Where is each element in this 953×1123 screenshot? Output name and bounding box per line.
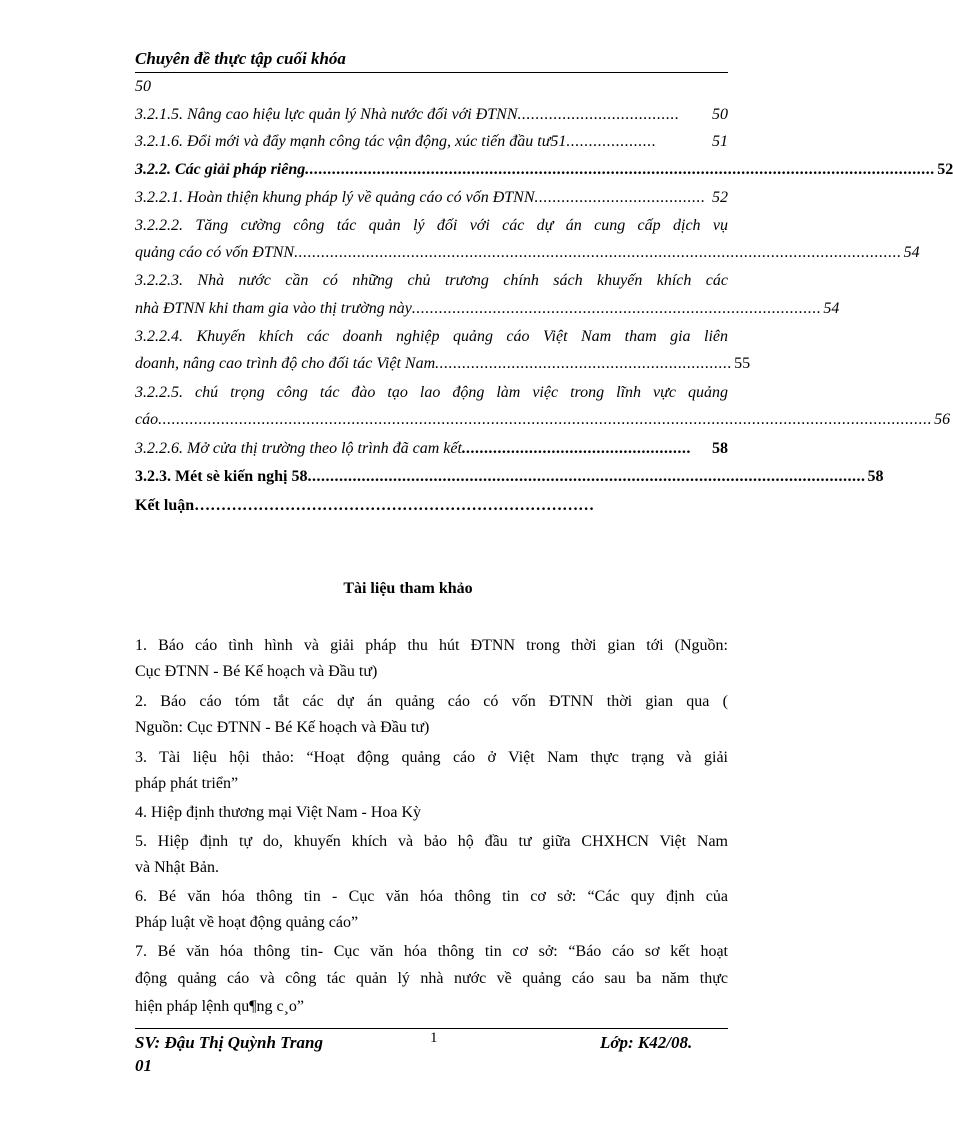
toc-item bbox=[135, 241, 920, 265]
toc-item bbox=[135, 352, 751, 376]
toc-item-page: 58 bbox=[712, 440, 728, 457]
toc-item-page: 56 bbox=[934, 411, 951, 428]
toc-leader-dots: ....................................................................................................................................... bbox=[294, 244, 902, 261]
toc-leader-dots: ............................................................................................................................ bbox=[307, 468, 866, 485]
toc-item bbox=[135, 158, 953, 182]
toc-item-title: nhà ĐTNN khi tham gia vào thị trường này bbox=[135, 300, 412, 317]
reference-line: Pháp luật về hoạt động quảng cáo” bbox=[135, 914, 359, 931]
footer-class-suffix: 01 bbox=[135, 1056, 152, 1075]
toc-item bbox=[135, 465, 884, 489]
toc-leader-dots: ........................................................................................... bbox=[411, 300, 822, 317]
reference-line: 1. Báo cáo tình hình và giải pháp thu hút ĐTNN trong thời gian tới (Nguồn: bbox=[135, 637, 728, 654]
footer-class: Lớp: K42/08. bbox=[600, 1033, 693, 1052]
reference-line: động quảng cáo và công tác quản lý nhà nước về quảng cáo sau ba năm thực bbox=[135, 970, 728, 987]
toc-leader-dots: ...................................... bbox=[534, 189, 706, 206]
toc-leader-dots: .................................... bbox=[517, 106, 680, 123]
toc-leader-dots: ............................................................................................................................................................................ bbox=[158, 411, 933, 428]
toc-leader-dots: ………………………………………………………………… bbox=[194, 497, 595, 514]
toc-item-title: quảng cáo có vốn ĐTNN bbox=[135, 244, 295, 261]
reference-line: 3. Tài liệu hội thảo: “Hoạt động quảng cáo ở Việt Nam thực trạng và giải bbox=[135, 749, 728, 766]
toc-leader-dots: ................................................... bbox=[461, 440, 692, 457]
toc-item bbox=[135, 186, 728, 210]
toc-item bbox=[135, 494, 713, 518]
header-divider bbox=[135, 72, 728, 73]
toc-item-page: 52 bbox=[937, 161, 953, 178]
toc-leader-dots: ............................................................................................................................................ bbox=[305, 161, 936, 178]
toc-page-number: 50 bbox=[135, 78, 151, 95]
toc-leader-dots: .................................................................. bbox=[435, 355, 733, 372]
toc-item-page: 52 bbox=[712, 189, 728, 206]
toc-item-page: 58 bbox=[867, 468, 884, 485]
toc-item bbox=[135, 437, 728, 461]
toc-item-page: 54 bbox=[823, 300, 840, 317]
toc-item-title: cáo bbox=[135, 411, 159, 428]
page-header-title: Chuyên đề thực tập cuối khóa bbox=[135, 49, 346, 68]
toc-item-title: 3.2.2. Các giải pháp riêng bbox=[135, 161, 306, 178]
toc-item-title: Kết luận bbox=[135, 497, 195, 514]
reference-line: 7. Bé văn hóa thông tin- Cục văn hóa thông tin cơ sở: “Báo cáo sơ kết hoạt bbox=[135, 943, 728, 960]
toc-item-title-line: 3.2.2.5. chú trọng công tác đào tạo lao động làm việc trong lĩnh vực quảng bbox=[135, 384, 728, 401]
references-heading: Tài liệu tham khảo bbox=[343, 580, 473, 597]
toc-item-title-line: 3.2.2.3. Nhà nước cần có những chủ trương chính sách khuyến khích các bbox=[135, 272, 728, 289]
toc-item bbox=[135, 297, 840, 321]
toc-item-page: 54 bbox=[903, 244, 920, 261]
toc-item-title: 3.2.3. Mét sè kiến nghị 58 bbox=[135, 468, 308, 485]
toc-item bbox=[135, 408, 951, 432]
toc-item bbox=[135, 130, 728, 154]
footer-page-number: 1 bbox=[430, 1030, 438, 1046]
reference-line: 2. Báo cáo tóm tắt các dự án quảng cáo có vốn ĐTNN thời gian qua ( bbox=[135, 693, 728, 710]
toc-item-title-line: 3.2.2.4. Khuyến khích các doanh nghiệp quảng cáo Việt Nam tham gia liên bbox=[135, 328, 728, 345]
toc-item-page: 55 bbox=[734, 355, 751, 372]
toc-item bbox=[135, 103, 728, 127]
reference-line: Nguồn: Cục ĐTNN - Bé Kế hoạch và Đầu tư) bbox=[135, 719, 430, 736]
toc-item-title: 3.2.1.6. Đổi mới và đẩy mạnh công tác vận động, xúc tiến đầu tư51 bbox=[135, 133, 567, 150]
reference-line: và Nhật Bản. bbox=[135, 859, 219, 876]
footer-divider bbox=[135, 1028, 728, 1029]
toc-item-title: 3.2.1.5. Nâng cao hiệu lực quản lý Nhà nước đối với ĐTNN bbox=[135, 106, 518, 123]
footer-student-name: SV: Đậu Thị Quỳnh Trang bbox=[135, 1033, 323, 1052]
reference-line: 5. Hiệp định tự do, khuyến khích và bảo hộ đầu tư giữa CHXHCN Việt Nam bbox=[135, 833, 728, 850]
toc-item-title: doanh, nâng cao trình độ cho đối tác Việt Nam bbox=[135, 355, 436, 372]
toc-item-title-line: 3.2.2.2. Tăng cường công tác quản lý đối với các dự án cung cấp dịch vụ bbox=[135, 217, 728, 234]
toc-item-page: 51 bbox=[712, 133, 728, 150]
reference-line: 4. Hiệp định thương mại Việt Nam - Hoa Kỳ bbox=[135, 804, 422, 821]
reference-line: pháp phát triển” bbox=[135, 775, 239, 792]
toc-item-title: 3.2.2.6. Mở cửa thị trường theo lộ trình đã cam kết bbox=[135, 440, 462, 457]
reference-line: Cục ĐTNN - Bé Kế hoạch và Đầu tư) bbox=[135, 663, 378, 680]
toc-item-title: 3.2.2.1. Hoàn thiện khung pháp lý về quảng cáo có vốn ĐTNN bbox=[135, 189, 535, 206]
reference-line: 6. Bé văn hóa thông tin - Cục văn hóa thông tin cơ sở: “Các quy định của bbox=[135, 888, 728, 905]
reference-line: hiện pháp lệnh qu¶ng c¸o” bbox=[135, 998, 304, 1015]
toc-leader-dots: .................... bbox=[566, 133, 657, 150]
toc-item-page: 50 bbox=[712, 106, 728, 123]
